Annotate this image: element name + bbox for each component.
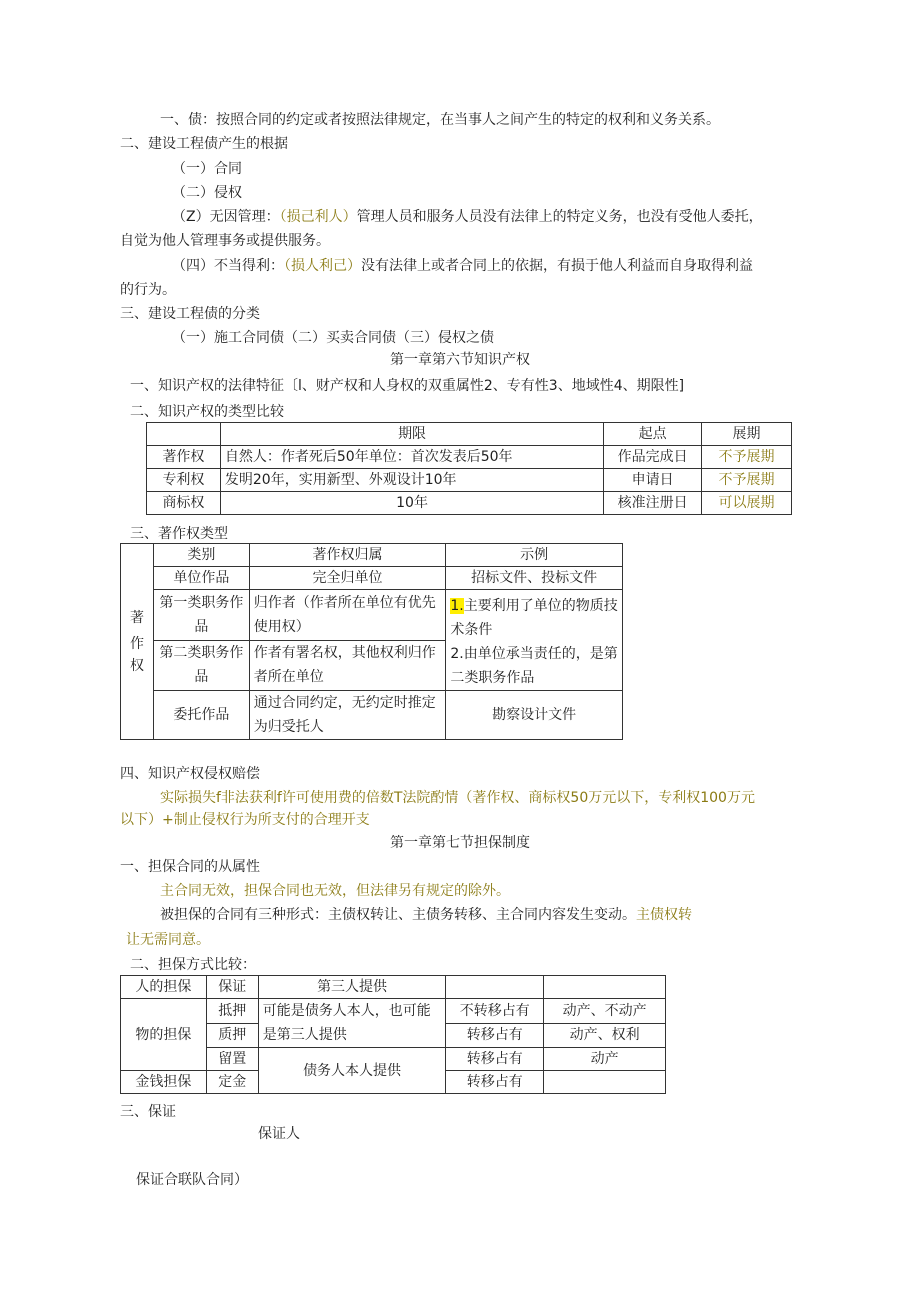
table-cell [544,1071,666,1094]
basis-contract: （一）合同 [172,161,242,177]
basis-negotiorum [172,207,763,227]
negotiorum-cont: 自觉为他人管理事务或提供服务。 [120,233,330,249]
heading-accessory: 一、担保合同的从属性 [120,859,260,875]
table-cell: 不予展期 [702,469,792,492]
heading-suretyship: 三、保证 [120,1104,176,1120]
negotiorum-label: （Z）无因管理： [172,209,280,225]
ip-comparison-table [146,422,792,515]
debt-definition: 一、债：按照合同的约定或者按照法律规定，在当事人之间产生的特定的权利和义务关系。 [160,112,720,128]
heading-ip-compare: 二、知识产权的类型比较 [130,404,284,420]
negotiorum-highlight: （损己利人） [279,209,357,225]
copyright-types-table [120,543,623,740]
heading-debt-types: 三、建设工程债的分类 [120,306,260,322]
example-1: 主要利用了单位的物质技术条件 [450,598,618,638]
table-cell: 定金 [206,1071,258,1094]
table-header: 期限 [220,423,603,446]
example-cell [446,590,623,691]
table-cell: 通过合同约定，无约定时推定为归受托人 [249,691,446,740]
table-cell: 第一类职务作品 [153,590,249,641]
compensation-rule: 实际损失f非法获利f许可使用费的倍数T法院酌情（著作权、商标权50万元以下，专利权100万元 [160,790,755,806]
heading-debt-basis: 二、建设工程债产生的根据 [120,136,288,152]
table-cell: 第三人提供 [258,976,446,999]
table-cell: 核准注册日 [604,492,702,515]
table-row [121,567,623,590]
table-cell: 不予展期 [702,446,792,469]
surety-contract-note: 保证合联队合同） [136,1172,248,1188]
table-cell [544,976,666,999]
table-cell: 可能是债务人本人，也可能是第三人提供 [258,999,446,1048]
table-row [147,469,792,492]
accessory-rule: 主合同无效，担保合同也无效，但法律另有规定的除外。 [160,883,510,899]
table-row [121,999,666,1024]
side-label-a: 著 [129,609,144,626]
table-cell [147,423,221,446]
example-number-highlight: 1. [450,598,464,614]
example-2: 2.由单位承当责任的，是第二类职务作品 [450,646,618,686]
enrichment-highlight: （损人利己） [284,258,361,274]
table-cell: 动产 [544,1048,666,1071]
negotiorum-text: 管理人员和服务人员没有法律上的特定义务，也没有受他人委托， [356,209,763,225]
table-cell: 物的担保 [121,999,207,1071]
table-cell: 委托作品 [153,691,249,740]
table-cell: 动产、权利 [544,1023,666,1048]
table-row [121,544,623,567]
table-cell: 专利权 [147,469,221,492]
table-cell: 作者有署名权，其他权利归作者所在单位 [249,640,446,691]
copyright-side-label [121,544,154,740]
table-row [121,691,623,740]
chapter-title-guarantee: 第一章第七节担保制度 [390,835,530,851]
table-cell [446,976,544,999]
table-row [147,423,792,446]
table-cell: 归作者（作者所在单位有优先使用权） [249,590,446,641]
table-cell: 人的担保 [121,976,207,999]
table-cell: 自然人：作者死后50年单位：首次发表后50年 [220,446,603,469]
heading-ip-compensation: 四、知识产权侵权赔偿 [120,766,260,782]
heading-guarantee-compare: 二、担保方式比较： [130,957,256,973]
accessory-forms-highlight: 主债权转 [636,907,692,923]
surety-label: 保证人 [258,1126,300,1142]
table-cell: 招标文件、投标文件 [446,567,623,590]
basis-tort: （二）侵权 [172,185,242,201]
accessory-forms-cont: 让无需同意。 [126,932,210,948]
table-cell: 质押 [206,1023,258,1048]
enrichment-text: 没有法律上或者合同上的依据，有损于他人利益而自身取得利益 [361,258,753,274]
table-header: 类别 [153,544,249,567]
table-cell: 第二类职务作品 [153,640,249,691]
table-cell: 债务人本人提供 [258,1048,446,1094]
accessory-forms [160,905,692,925]
accessory-forms-text: 被担保的合同有三种形式：主债权转让、主债务转移、主合同内容发生变动。 [160,907,636,923]
table-row [147,492,792,515]
table-cell: 转移占有 [446,1023,544,1048]
table-cell: 完全归单位 [249,567,446,590]
table-cell: 商标权 [147,492,221,515]
table-header: 展期 [702,423,792,446]
table-cell: 单位作品 [153,567,249,590]
table-cell: 勘察设计文件 [446,691,623,740]
table-cell: 金钱担保 [121,1071,207,1094]
table-row [121,590,623,641]
table-cell: 作品完成日 [604,446,702,469]
side-label-b: 作权 [129,635,144,674]
ip-features: 一、知识产权的法律特征〔l、财产权和人身权的双重属性2、专有性3、地域性4、期限性] [130,378,685,394]
debt-types: （一）施工合同债（二）买卖合同债（三）侵权之债 [172,330,494,346]
table-cell: 留置 [206,1048,258,1071]
table-header: 起点 [604,423,702,446]
table-cell: 抵押 [206,999,258,1024]
table-cell: 转移占有 [446,1048,544,1071]
table-row [121,976,666,999]
basis-unjust-enrichment [172,256,753,276]
table-cell: 转移占有 [446,1071,544,1094]
table-row [147,446,792,469]
table-cell: 可以展期 [702,492,792,515]
table-cell: 不转移占有 [446,999,544,1024]
enrichment-cont: 的行为。 [120,282,176,298]
chapter-title-ip: 第一章第六节知识产权 [390,352,530,368]
heading-copyright-types: 三、著作权类型 [130,526,228,542]
table-cell: 10年 [220,492,603,515]
table-cell: 发明20年，实用新型、外观设计10年 [220,469,603,492]
table-cell: 保证 [206,976,258,999]
table-cell: 著作权 [147,446,221,469]
table-header: 著作权归属 [249,544,446,567]
table-cell: 动产、不动产 [544,999,666,1024]
guarantee-comparison-table [120,975,666,1094]
table-cell: 申请日 [604,469,702,492]
enrichment-label: （四）不当得利： [172,258,284,274]
table-header: 示例 [446,544,623,567]
compensation-rule-cont: 以下）+制止侵权行为所支付的合理开支 [120,812,370,828]
